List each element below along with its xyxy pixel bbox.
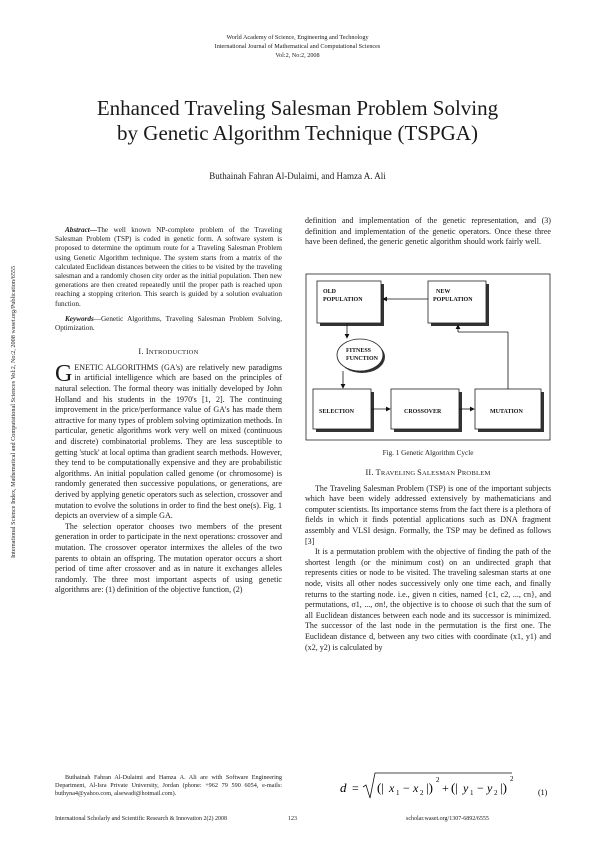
new-population-label-2: POPULATION (433, 297, 473, 303)
sidebar-index-text: International Science Index, Mathematical and Computational Sciences Vol:2, No:2, 2008 waset.org/Publication/6555 (10, 265, 17, 558)
equation-y1: y (463, 781, 469, 795)
abstract-dash: — (89, 226, 97, 234)
right-paragraph-1: definition and implementation of the genetic representation, and (3) definition and implementation of the genetic operators. Once these three have been defined, the generic genetic algorithm should work fairly well. (305, 216, 551, 247)
equation-y2: y (487, 781, 493, 795)
svg-text:2: 2 (420, 789, 424, 797)
crossover-label: CROSSOVER (404, 409, 442, 415)
selection-box (313, 389, 374, 432)
journal-header-org: World Academy of Science, Engineering and Technology (226, 34, 369, 41)
fitness-function-label-2: FUNCTION (346, 356, 379, 362)
figure-caption: Fig. 1 Genetic Algorithm Cycle (382, 449, 474, 457)
right-column-bottom (305, 468, 551, 653)
old-population-box (317, 281, 384, 326)
svg-text:1: 1 (396, 789, 400, 797)
fitness-function-label-1: FITNESS (346, 348, 372, 354)
tsp-paragraph-2: It is a permutation problem with the objective of finding the path of the shortest length (or the minimum cost) on an undirected graph that represents cities or node to be visited. The traveling salesman starts at one node, visits all other nodes successively only one time each, and finally returns to the starting node. i.e., given n cities, named {c1, c2, ..., cn}, and permutations, σ1, ..., σn!, the objective is to choose σi such that the sum of all Euclidean distances between each node and its successor is minimized. The successor of the last node in the permutation is the first one. The Euclidean distance d, between any two cities with coordinate (x1, y1) and (x2, y2) is calculated by (305, 547, 551, 652)
genetic-algorithm-cycle-diagram (305, 272, 553, 442)
abstract-text: The well known NP-complete problem of the Traveling Salesman Problem (TSP) is coded in genetic form. A software system is proposed to determine the optimum route for a Traveling Salesman Problem using Genetic Algorithm technique. The system starts from a matrix of the calculated Euclidean distances between the cities to be visited by the traveling salesman and a randomly chosen city order as the initial population. Then new generations are then created repeatedly until the proper path is reached upon reaching a stopping criterion. This search is guided by a solution evaluation function. (55, 226, 282, 308)
intro-paragraph-2: The selection operator chooses two members of the present generation in order to participate in the next operations: crossover and mutation. The crossover operator intermixes the alleles of the two parents to obtain an offspring. The mutation operator occurs a short period of time after crossover and as in nature it exchanges alleles randomly. The three most important aspects of using genetic algorithms are: (1) definition of the objective function, (2) (55, 521, 282, 595)
journal-header-volume: Vol:2, No:2, 2008 (275, 52, 320, 59)
mutation-label: MUTATION (490, 409, 523, 415)
section-heading-introduction: I. INTRODUCTION (138, 347, 199, 357)
new-population-box (428, 281, 489, 326)
keywords (55, 315, 282, 333)
old-population-label-2: POPULATION (323, 297, 363, 303)
svg-text:1: 1 (470, 789, 474, 797)
intro-paragraph-1: GENETIC ALGORITHMS (GA's) are relatively new paradigms in artificial intelligence which are based on the principles of natural selection. The formal theory was initially developed by John Holland and his students in the 1970's [1, 2]. The continuing improvement in the price/performance value of GA's has made them attractive for many types of problem solving optimization methods. In particular, genetic algorithms work very well on mixed (continuous and discrete) combinatorial problems. They are less susceptible to getting 'stuck' at local optima than gradient search methods. However, they tend to be computationally expensive and they are probabilistic algorithms. An initial population called genome (or chromosome) is randomly generated then successive populations, or generations, are derived by applying genetic operators such as selection, crossover and mutation to evolve the solutions in order to find the best one(s). Fig. 1 depicts an overview of a simple GA. (55, 360, 282, 521)
svg-text:−: − (477, 781, 484, 795)
svg-text:(|: (| (451, 780, 458, 795)
paper-authors: Buthainah Fahran Al-Dulaimi, and Hamza A. Ali (209, 171, 386, 181)
svg-text:|): |) (500, 780, 507, 795)
paper-title-line2: by Genetic Algorithm Technique (TSPGA) (117, 121, 478, 145)
equation-equals: = (352, 781, 359, 795)
distance-equation (340, 770, 555, 804)
crossover-box (391, 389, 462, 432)
keywords-dash: — (93, 314, 101, 323)
fitness-function-node (337, 339, 385, 373)
svg-text:2: 2 (510, 775, 514, 783)
abstract-label: Abstract (65, 226, 90, 234)
left-column (55, 226, 282, 596)
keywords-text: Genetic Algorithms, Traveling Salesman Problem Solving, Optimization. (55, 314, 282, 333)
mutation-box (475, 389, 544, 432)
footer-left: International Scholarly and Scientific Research & Innovation 2(2) 2008 (55, 816, 227, 822)
equation-number: (1) (538, 788, 548, 797)
section-heading-tsp: II. TRAVELING SALESMAN PROBLEM (365, 468, 491, 477)
new-population-label-1: NEW (436, 289, 451, 295)
tsp-paragraph-1: The Traveling Salesman Problem (TSP) is one of the important subjects which have been widely addressed extensively by mathematicians and computer scientists. Its importance stems from the fact there is a plethora of fields in which it finds potential applications such as DNA fragment assembly and VLSI design. Formally, the TSP may be defined as follows [3] (305, 483, 551, 546)
svg-text:(|: (| (377, 780, 384, 795)
keywords-label: Keywords (65, 314, 94, 323)
equation-x1: x (389, 781, 395, 795)
svg-text:−: − (403, 781, 410, 795)
old-population-label-1: OLD (323, 289, 337, 295)
footer-right: scholar.waset.org/1307-6892/6555 (406, 816, 489, 822)
drop-cap: G (55, 360, 73, 387)
abstract (55, 226, 282, 309)
equation-x2: x (413, 781, 419, 795)
right-column-top (305, 216, 551, 248)
paper-title (40, 96, 555, 146)
journal-header-name: International Journal of Mathematical and Computational Sciences (214, 43, 381, 50)
equation-graphic (340, 770, 555, 804)
author-footnote: Buthainah Fahran Al-Dulaimi and Hamza A. Ali are with Software Engineering Department, Al-Isra Private University, Jordan (phone: +962 79 590 6054, e-mails: buthyna4@yahoo.com, alsewadi@hotmail.com). (55, 774, 282, 797)
svg-text:2: 2 (494, 789, 498, 797)
paper-title-line1: Enhanced Traveling Salesman Problem Solving (96, 96, 499, 120)
svg-text:+: + (442, 781, 449, 795)
svg-text:|): |) (426, 780, 433, 795)
footer-page-number: 123 (288, 816, 297, 822)
selection-label: SELECTION (319, 409, 355, 415)
equation-lhs: d (340, 780, 347, 795)
svg-text:2: 2 (436, 776, 440, 784)
